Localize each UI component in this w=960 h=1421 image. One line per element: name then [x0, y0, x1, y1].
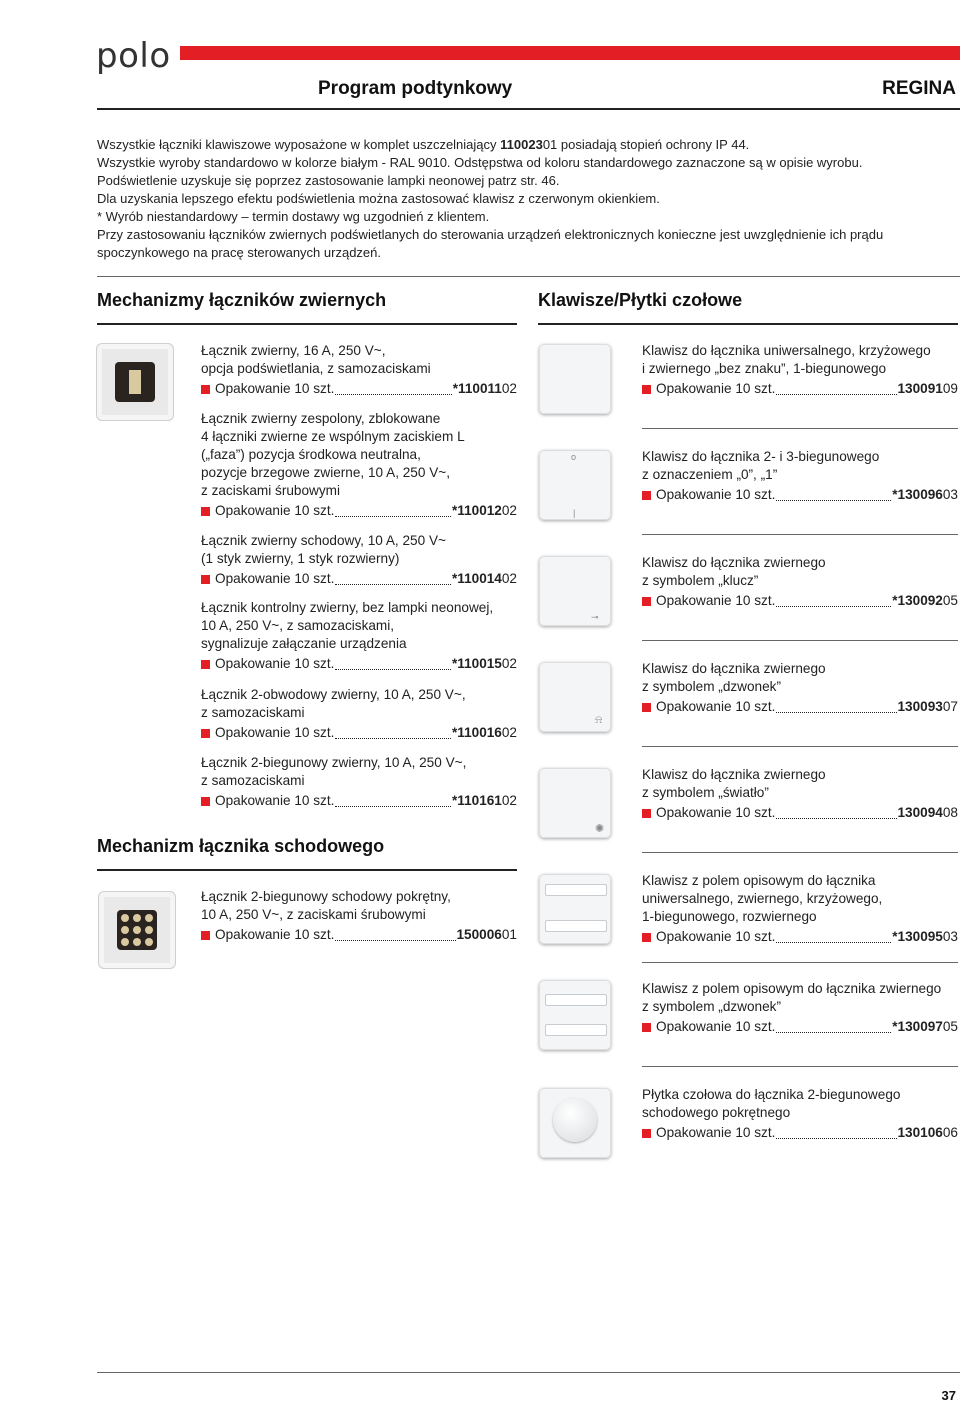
product-code-suffix: 03 [942, 487, 958, 502]
intro-line: * Wyrób niestandardowy – termin dostawy wg uzgodnień z klientem. [97, 209, 490, 224]
rocker-label-field-image [539, 874, 611, 944]
section-title-left: Mechanizmy łączników zwiernych [97, 290, 387, 310]
product-code-suffix: 09 [942, 381, 958, 396]
section-title-stair: Mechanizm łącznika schodowego [97, 836, 385, 856]
product-code: *130096 [892, 487, 943, 502]
order-line [642, 928, 958, 946]
product-item [642, 342, 958, 398]
product-code: 130094 [897, 805, 943, 820]
section-title-right: Klawisze/Płytki czołowe [538, 290, 743, 310]
stair-switch-mechanism-image [98, 891, 176, 969]
product-code: *110016 [451, 725, 502, 740]
footer-divider [97, 1372, 960, 1373]
rotary-knob-icon [553, 1098, 597, 1142]
product-code-suffix: 07 [942, 699, 958, 714]
product-code-suffix: 03 [942, 929, 958, 944]
intro-line: Przy zastosowaniu łączników zwiernych podświetlanych do sterowania urządzeń elektronicznych konieczne jest uwzględnienie ich prądu spoczynkowego na pracę sterowanych urządzeń. [97, 227, 884, 260]
product-description: Łącznik 2-obwodowy zwierny, 10 A, 250 V~, z samozaciskami [201, 687, 466, 720]
section-underline-stair [97, 869, 517, 871]
product-description: Klawisz do łącznika uniwersalnego, krzyżowego i zwiernego „bez znaku”, 1-biegunowego [642, 343, 931, 376]
rocker-plain-image [539, 344, 611, 414]
pack-label: Opakowanie 10 szt. [215, 381, 335, 396]
red-square-bullet [201, 797, 210, 806]
pack-label: Opakowanie 10 szt. [656, 1019, 776, 1034]
pack-label: Opakowanie 10 szt. [656, 593, 776, 608]
product-code-suffix: 02 [501, 725, 517, 740]
product-description: Klawisz do łącznika 2- i 3-biegunowego z oznaczeniem „0”, „1” [642, 449, 880, 482]
product-item [642, 766, 958, 822]
light-icon: ✺ [595, 823, 605, 835]
product-code: *110161 [451, 793, 502, 808]
product-item [642, 1086, 958, 1142]
switch-mechanism-image [96, 343, 174, 421]
product-item [642, 872, 958, 946]
item-divider [642, 746, 958, 747]
product-code: 130093 [897, 699, 943, 714]
product-description: Klawisz z polem opisowym do łącznika zwiernego z symbolem „dzwonek” [642, 981, 942, 1014]
rocker-label-field-bell-image [539, 980, 611, 1050]
rocker-0-1-image: o | [539, 450, 611, 520]
pack-label: Opakowanie 10 szt. [215, 503, 335, 518]
pack-label: Opakowanie 10 szt. [656, 1125, 776, 1140]
product-code: *130097 [892, 1019, 943, 1034]
rocker-key-image [539, 556, 611, 626]
item-divider [642, 852, 958, 853]
red-square-bullet [201, 507, 210, 516]
order-line [201, 380, 517, 398]
product-item [201, 754, 517, 810]
intro-line: Podświetlenie uzyskuje się poprzez zastosowanie lampki neonowej patrz str. 46. [97, 173, 560, 188]
product-code-suffix: 02 [501, 503, 517, 518]
product-item [201, 686, 517, 742]
product-item [642, 448, 958, 504]
pack-label: Opakowanie 10 szt. [215, 725, 335, 740]
product-code-suffix: 02 [501, 381, 517, 396]
item-divider [642, 962, 958, 963]
red-square-bullet [642, 1023, 651, 1032]
product-code: 150006 [456, 927, 502, 942]
product-code-suffix: 08 [942, 805, 958, 820]
pack-label: Opakowanie 10 szt. [656, 381, 776, 396]
red-square-bullet [642, 597, 651, 606]
order-line [201, 502, 517, 520]
rocker-bell-image [539, 662, 611, 732]
item-divider [642, 640, 958, 641]
product-item [201, 888, 517, 944]
product-description: Łącznik zwierny schodowy, 10 A, 250 V~ (1 styk zwierny, 1 styk rozwierny) [201, 533, 446, 566]
pack-label: Opakowanie 10 szt. [656, 929, 776, 944]
product-description: Klawisz do łącznika zwiernego z symbolem „klucz” [642, 555, 826, 588]
product-code: 130091 [897, 381, 943, 396]
order-line [642, 698, 958, 716]
product-description: Klawisz do łącznika zwiernego z symbolem „dzwonek” [642, 661, 826, 694]
product-code: *110012 [451, 503, 502, 518]
order-line [201, 655, 517, 673]
red-square-bullet [642, 809, 651, 818]
red-square-bullet [201, 729, 210, 738]
product-code-suffix: 06 [942, 1125, 958, 1140]
order-line [201, 926, 517, 944]
order-line [642, 486, 958, 504]
pack-label: Opakowanie 10 szt. [215, 571, 335, 586]
red-square-bullet [642, 1129, 651, 1138]
rotary-plate-image [539, 1088, 611, 1158]
pack-label: Opakowanie 10 szt. [215, 793, 335, 808]
pack-label: Opakowanie 10 szt. [656, 487, 776, 502]
product-code: 130106 [897, 1125, 943, 1140]
product-code: *110015 [451, 656, 502, 671]
product-item [642, 660, 958, 716]
product-code-suffix: 05 [942, 1019, 958, 1034]
order-line [201, 792, 517, 810]
product-item [201, 599, 517, 673]
intro-notes [97, 136, 957, 262]
order-line [201, 724, 517, 742]
product-description: Klawisz do łącznika zwiernego z symbolem „światło” [642, 767, 826, 800]
red-square-bullet [642, 491, 651, 500]
item-divider [642, 428, 958, 429]
bell-icon: ⍾ [595, 714, 603, 726]
page-number: 37 [941, 1388, 956, 1403]
product-code: *130092 [892, 593, 943, 608]
red-square-bullet [201, 575, 210, 584]
red-square-bullet [642, 385, 651, 394]
rocker-light-image [539, 768, 611, 838]
pack-label: Opakowanie 10 szt. [215, 927, 335, 942]
order-line [642, 592, 958, 610]
order-line [642, 1124, 958, 1142]
order-line [201, 570, 517, 588]
product-item [201, 532, 517, 588]
item-divider [642, 1066, 958, 1067]
pack-label: Opakowanie 10 szt. [215, 656, 335, 671]
header-red-bar [180, 46, 960, 60]
intro-divider [97, 276, 960, 277]
product-code-suffix: 02 [501, 656, 517, 671]
pack-label: Opakowanie 10 szt. [656, 805, 776, 820]
product-code-suffix: 02 [501, 793, 517, 808]
product-description: Klawisz z polem opisowym do łącznika uniwersalnego, zwiernego, krzyżowego, 1-biegunowego, rozwiernego [642, 873, 883, 924]
product-code-suffix: 05 [942, 593, 958, 608]
product-item [201, 410, 517, 520]
intro-line: Wszystkie łączniki klawiszowe wyposażone w komplet uszczelniający 11002301 posiadają stopień ochrony IP 44. [97, 137, 750, 152]
red-square-bullet [201, 931, 210, 940]
product-description: Łącznik zwierny zespolony, zblokowane 4 łączniki zwierne ze wspólnym zaciskiem L („faza”) pozycja środkowa neutralna, pozycje brzegowe zwierne, 10 A, 250 V~, z zaciskami śrubowymi [201, 411, 465, 498]
red-square-bullet [201, 385, 210, 394]
product-item [201, 342, 517, 398]
page-title: Program podtynkowy [318, 78, 513, 99]
product-description: Łącznik 2-biegunowy zwierny, 10 A, 250 V~, z samozaciskami [201, 755, 467, 788]
product-description: Łącznik 2-biegunowy schodowy pokrętny, 10 A, 250 V~, z zaciskami śrubowymi [201, 889, 451, 922]
product-code: *130095 [892, 929, 943, 944]
key-icon: ⊸ [591, 612, 599, 622]
section-underline-left [97, 323, 517, 325]
product-code: *110014 [451, 571, 502, 586]
section-underline-right [538, 323, 958, 325]
red-square-bullet [201, 660, 210, 669]
intro-line: Wszystkie wyroby standardowo w kolorze białym - RAL 9010. Odstępstwa od koloru standardowego zaznaczone są w opisie wyrobu. [97, 155, 863, 170]
red-square-bullet [642, 933, 651, 942]
polo-logo: polo [96, 36, 171, 76]
product-item [642, 554, 958, 610]
order-line [642, 804, 958, 822]
product-code-suffix: 02 [501, 571, 517, 586]
product-description: Łącznik zwierny, 16 A, 250 V~, opcja podświetlania, z samozaciskami [201, 343, 431, 376]
product-description: Płytka czołowa do łącznika 2-biegunowego schodowego pokrętnego [642, 1087, 901, 1120]
header-divider [97, 108, 960, 110]
item-divider [642, 534, 958, 535]
order-line [642, 380, 958, 398]
product-item [642, 980, 958, 1036]
intro-line: Dla uzyskania lepszego efektu podświetlenia można zastosować klawisz z czerwonym okienkiem. [97, 191, 660, 206]
product-code: *110011 [452, 381, 502, 396]
order-line [642, 1018, 958, 1036]
pack-label: Opakowanie 10 szt. [656, 699, 776, 714]
red-square-bullet [642, 703, 651, 712]
product-description: Łącznik kontrolny zwierny, bez lampki neonowej, 10 A, 250 V~, z samozaciskami, sygnalizuje załączanie urządzenia [201, 600, 494, 651]
product-code-suffix: 01 [501, 927, 517, 942]
series-name: REGINA [882, 78, 956, 99]
